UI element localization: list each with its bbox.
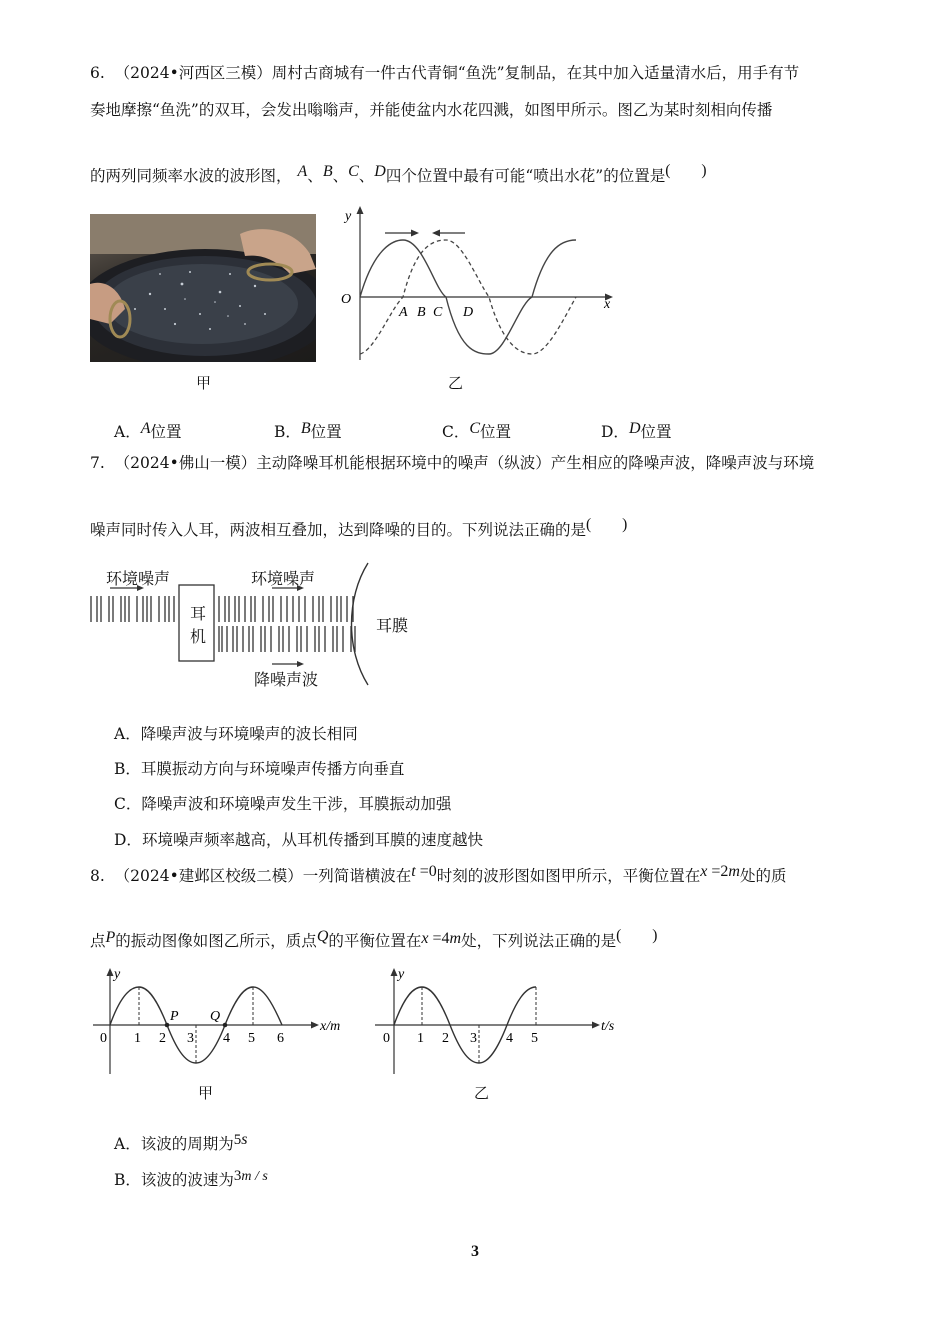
q8b-tick-5: 5	[531, 1031, 538, 1046]
q8-text-2d: 处，下列说法正确的是	[461, 932, 617, 950]
q6-option-b-letter: B．	[274, 423, 301, 441]
q6-option-d-letter: D．	[601, 423, 629, 441]
q8a-label-p: P	[170, 1009, 179, 1024]
q7-text-1: （2024•佛山一模）主动降噪耳机能根据环境中的噪声（纵波）产生相应的降噪声波，降噪声波与环境	[114, 454, 815, 472]
q8b-t-arrow	[592, 1022, 600, 1029]
q6-arrow-left-head	[432, 230, 440, 237]
q7-answer-paren: ( )	[586, 516, 628, 533]
q6-graph-point-a: A	[399, 305, 408, 320]
q7-option-d-letter: D．	[114, 831, 142, 849]
q6-var-d: D	[374, 163, 386, 180]
q6-option-d[interactable]	[601, 420, 672, 442]
q8-var-q: Q	[316, 928, 329, 945]
q6-answer-paren: ( )	[665, 162, 707, 179]
q8b-tick-2: 2	[442, 1031, 449, 1046]
q6-option-d-var: D	[628, 420, 641, 437]
q6-line-1	[90, 62, 799, 84]
q6-line-2	[90, 99, 772, 121]
q8-option-b-unit: m / s	[241, 1169, 268, 1184]
q7-env-noise-right-lines	[219, 596, 353, 622]
q8-text-2a: 点	[90, 932, 106, 950]
q6-sep-2: 、	[332, 167, 349, 185]
q6-figure-label-jia: 甲	[196, 374, 212, 392]
q7-option-c[interactable]	[114, 792, 451, 814]
q7-text-2: 噪声同时传入人耳，两波相互叠加，达到降噪的目的。下列说法正确的是	[90, 521, 587, 539]
q6-text-2: 奏地摩擦“鱼洗”的双耳，会发出嗡嗡声，并能使盆内水花四溅，如图甲所示。图乙为某时刻相向传播	[90, 101, 773, 119]
q8-line-1	[90, 865, 786, 888]
q8b-tick-1: 1	[417, 1031, 424, 1046]
q6-y-arrow	[357, 206, 364, 214]
q7-option-c-text: 降噪声波和环境噪声发生干涉，耳膜振动加强	[141, 795, 452, 813]
q6-option-d-text: 位置	[640, 423, 672, 441]
q8-unit-x2: m	[449, 930, 462, 947]
q6-text-3b: 四个位置中最有可能“喷出水花”的位置是	[385, 167, 666, 185]
q8-option-a-letter: A．	[114, 1135, 141, 1153]
q8a-tick-4: 4	[223, 1031, 230, 1046]
q6-option-a-letter: A．	[114, 423, 141, 441]
q8-var-p: P	[105, 929, 116, 946]
q6-figure-label-yi: 乙	[448, 374, 464, 392]
q6-text-3a: 的两列同频率水波的波形图，	[90, 167, 292, 185]
q7-option-b[interactable]	[114, 757, 404, 779]
q7-line-2	[90, 516, 628, 542]
q6-graph-point-c: C	[433, 305, 443, 320]
q8a-tick-6: 6	[277, 1031, 284, 1046]
q8-figure-label-jia: 甲	[198, 1084, 214, 1102]
q8-text-2b: 的振动图像如图乙所示，质点	[115, 932, 317, 950]
q6-wave-graph	[335, 200, 625, 365]
q6-option-c-var: C	[469, 420, 481, 437]
q8a-tick-3: 3	[187, 1031, 194, 1046]
q6-option-a-var: A	[140, 420, 151, 437]
q7-number: 7.	[90, 454, 105, 472]
q8-var-x1: x	[700, 863, 708, 880]
q7-cancel-wave-lines	[219, 626, 355, 652]
q7-eardrum-curve	[352, 563, 369, 685]
q8a-point-q	[223, 1023, 228, 1028]
q8-option-b-value: 3	[233, 1168, 242, 1184]
q8b-y-label: y	[398, 967, 405, 982]
q6-option-c[interactable]	[442, 420, 511, 442]
q6-line-3	[90, 162, 707, 188]
q8-answer-paren: ( )	[616, 927, 658, 944]
q6-arrow-right-head	[411, 230, 419, 237]
q8-figure-label-yi: 乙	[474, 1084, 490, 1102]
q8-wave-graph-x	[88, 962, 363, 1077]
q6-option-c-text: 位置	[480, 423, 512, 441]
q8a-y-arrow	[107, 968, 114, 976]
q7-label-eardrum: 耳膜	[376, 616, 409, 635]
q8a-tick-1: 1	[134, 1031, 141, 1046]
q6-graph-point-b: B	[417, 305, 426, 320]
q8-text-1b: 时刻的波形图如图甲所示，平衡位置在	[436, 867, 701, 885]
q7-option-d-text: 环境噪声频率越高，从耳机传播到耳膜的速度越快	[141, 831, 483, 849]
q6-graph-origin: O	[341, 292, 352, 307]
q8a-tick-2: 2	[159, 1031, 166, 1046]
q8b-tick-0: 0	[383, 1031, 390, 1046]
q8-unit-x1: m	[728, 863, 740, 880]
q7-label-env-left: 环境噪声	[106, 569, 171, 588]
q8-option-a-value: 5	[233, 1132, 242, 1148]
q6-graph-x-label: x	[604, 297, 611, 312]
q8-val-x2: =4	[428, 930, 450, 947]
q8a-x-label: x/m	[320, 1019, 341, 1034]
q8-text-2c: 的平衡位置在	[328, 932, 422, 950]
q7-option-c-letter: C．	[114, 795, 142, 813]
q6-var-a: A	[297, 163, 308, 180]
q6-number: 6.	[90, 64, 105, 82]
q8b-t-label: t/s	[601, 1019, 615, 1034]
q8a-x-arrow	[311, 1022, 319, 1029]
q7-option-a[interactable]	[114, 722, 358, 744]
q8-text-1a: （2024•建邺区校级二模）一列简谐横波在	[114, 867, 412, 885]
q6-option-b-var: B	[300, 420, 311, 437]
q8-option-b-letter: B．	[114, 1171, 141, 1189]
yuxi-basin-illustration	[90, 214, 316, 362]
q6-var-b: B	[322, 163, 333, 180]
q6-option-c-letter: C．	[442, 423, 470, 441]
q7-line-1	[90, 452, 814, 474]
page-number: 3	[471, 1243, 479, 1260]
q7-option-b-text: 耳膜振动方向与环境噪声传播方向垂直	[140, 760, 405, 778]
q6-option-a[interactable]	[114, 420, 182, 442]
q7-label-earphone-2: 机	[190, 627, 207, 646]
q8-val-t: =0	[415, 863, 437, 880]
q8a-point-p	[165, 1023, 170, 1028]
q6-var-c: C	[348, 163, 359, 180]
q8-vibration-graph-t	[372, 962, 637, 1077]
q8a-label-q: Q	[210, 1009, 221, 1024]
q8-option-b[interactable]	[114, 1168, 268, 1190]
q8-option-a-unit: s	[241, 1131, 248, 1148]
q8-val-x1: =2	[707, 863, 729, 880]
q7-label-earphone-1: 耳	[190, 604, 207, 623]
q6-sep-1: 、	[307, 167, 323, 185]
q6-sep-3: 、	[358, 167, 375, 185]
q8-var-t: t	[411, 863, 416, 880]
q8a-tick-0: 0	[100, 1031, 107, 1046]
q8a-y-label: y	[114, 967, 121, 982]
q8b-tick-3: 3	[470, 1031, 477, 1046]
q8-option-a[interactable]	[114, 1132, 247, 1154]
q7-option-a-letter: A．	[114, 725, 141, 743]
q6-graph-point-d: D	[463, 305, 474, 320]
q8b-tick-4: 4	[506, 1031, 513, 1046]
q7-env-noise-left-lines	[91, 596, 174, 622]
yuxi-basin-photo	[90, 214, 316, 362]
q8b-y-arrow	[391, 968, 398, 976]
q7-label-cancel-wave: 降噪声波	[254, 670, 319, 689]
q8a-tick-5: 5	[248, 1031, 255, 1046]
q7-option-d[interactable]	[114, 828, 483, 850]
q7-option-a-text: 降噪声波与环境噪声的波长相同	[140, 725, 358, 743]
q6-option-b-text: 位置	[310, 423, 342, 441]
q8-option-b-text: 该波的波速为	[140, 1171, 234, 1189]
q8-line-2	[90, 927, 658, 953]
q6-option-a-text: 位置	[150, 423, 182, 441]
q6-graph-y-label: y	[345, 209, 352, 224]
q6-text-1: （2024•河西区三模）周村古商城有一件古代青铜“鱼洗”复制品，在其中加入适量清水后，用手有节	[114, 64, 800, 82]
q7-option-b-letter: B．	[114, 760, 141, 778]
q8-option-a-text: 该波的周期为	[140, 1135, 234, 1153]
q6-option-b[interactable]	[274, 420, 342, 442]
q8-var-x2: x	[421, 930, 429, 947]
q8-number: 8.	[90, 867, 105, 885]
q7-label-env-right: 环境噪声	[251, 569, 316, 588]
q8-text-1c: 处的质	[739, 867, 787, 885]
